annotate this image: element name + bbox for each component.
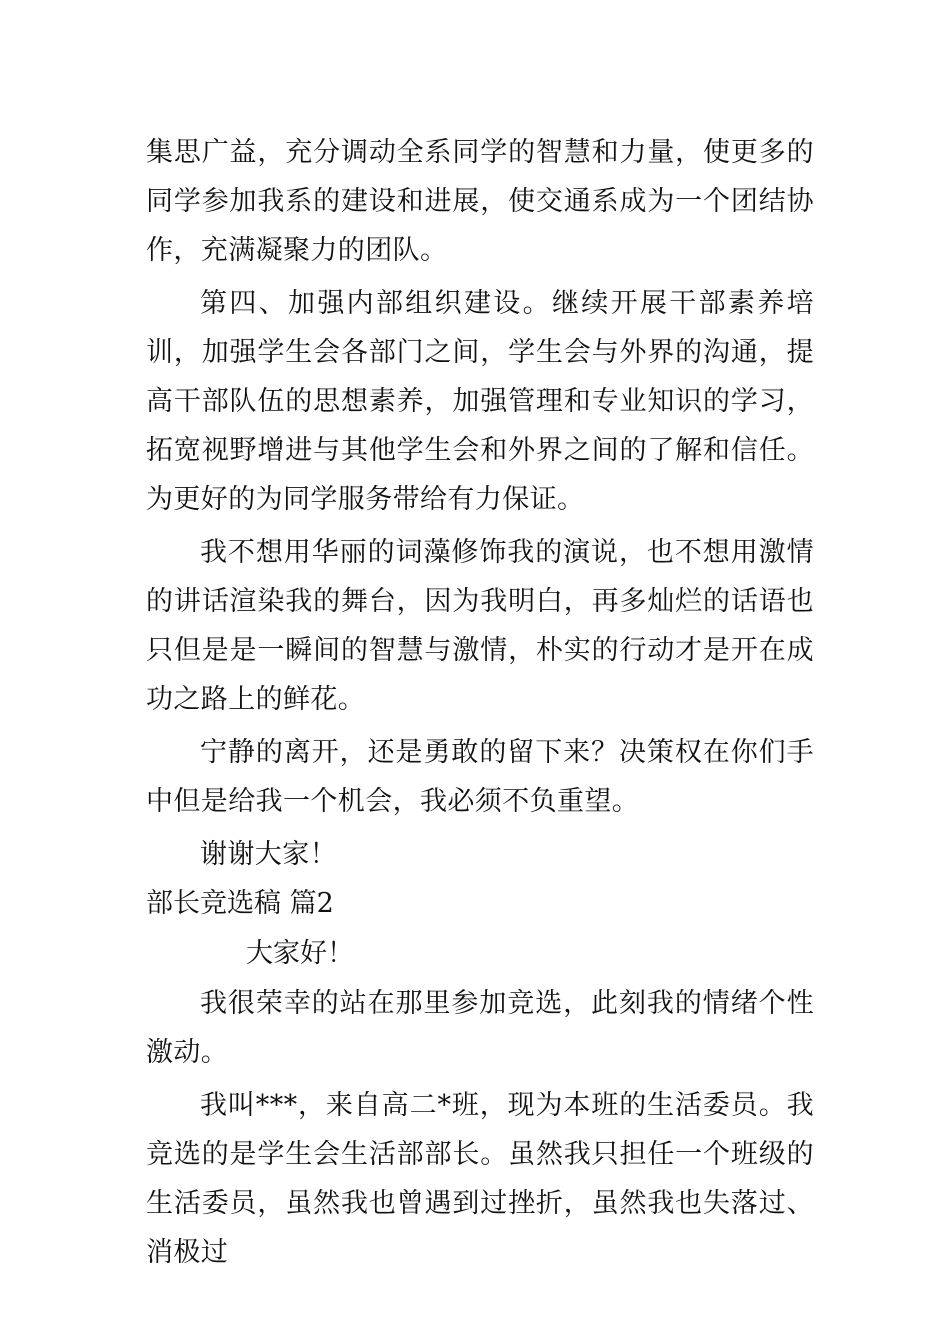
paragraph-decision: 宁静的离开，还是勇敢的留下来？决策权在你们手中但是给我一个机会，我必须不负重望。 xyxy=(146,737,814,817)
paragraph-honored: 我很荣幸的站在那里参加竞选，此刻我的情绪个性激动。 xyxy=(146,988,814,1068)
paragraph-internal-organization: 第四、加强内部组织建设。继续开展干部素养培训，加强学生会各部门之间，学生会与外界的沟通，提高干部队伍的思想素养，加强管理和专业知识的学习，拓宽视野增进与其他学生会和外界之间的了解和信任。为更好的为同学服务带给有力保证。 xyxy=(146,288,814,515)
paragraph-introduction: 我叫***，来自高二*班，现为本班的生活委员。我竞选的是学生会生活部部长。虽然我只担任一个班级的生活委员，虽然我也曾遇到过挫折，虽然我也失落过、消极过 xyxy=(146,1090,814,1268)
greeting: 大家好！ xyxy=(246,938,354,969)
document-page xyxy=(146,128,814,1277)
paragraph-speech-style: 我不想用华丽的词藻修饰我的演说，也不想用激情的讲话渲染我的舞台，因为我明白，再多灿烂的话语也只但是是一瞬间的智慧与激情，朴实的行动才是开在成功之路上的鲜花。 xyxy=(146,537,814,715)
paragraph-thanks: 谢谢大家！ xyxy=(200,839,337,870)
paragraph-continued: 集思广益，充分调动全系同学的智慧和力量，使更多的同学参加我系的建设和进展，使交通系成为一个团结协作，充满凝聚力的团队。 xyxy=(146,137,814,266)
section-heading: 部长竞选稿 篇2 xyxy=(146,888,334,919)
